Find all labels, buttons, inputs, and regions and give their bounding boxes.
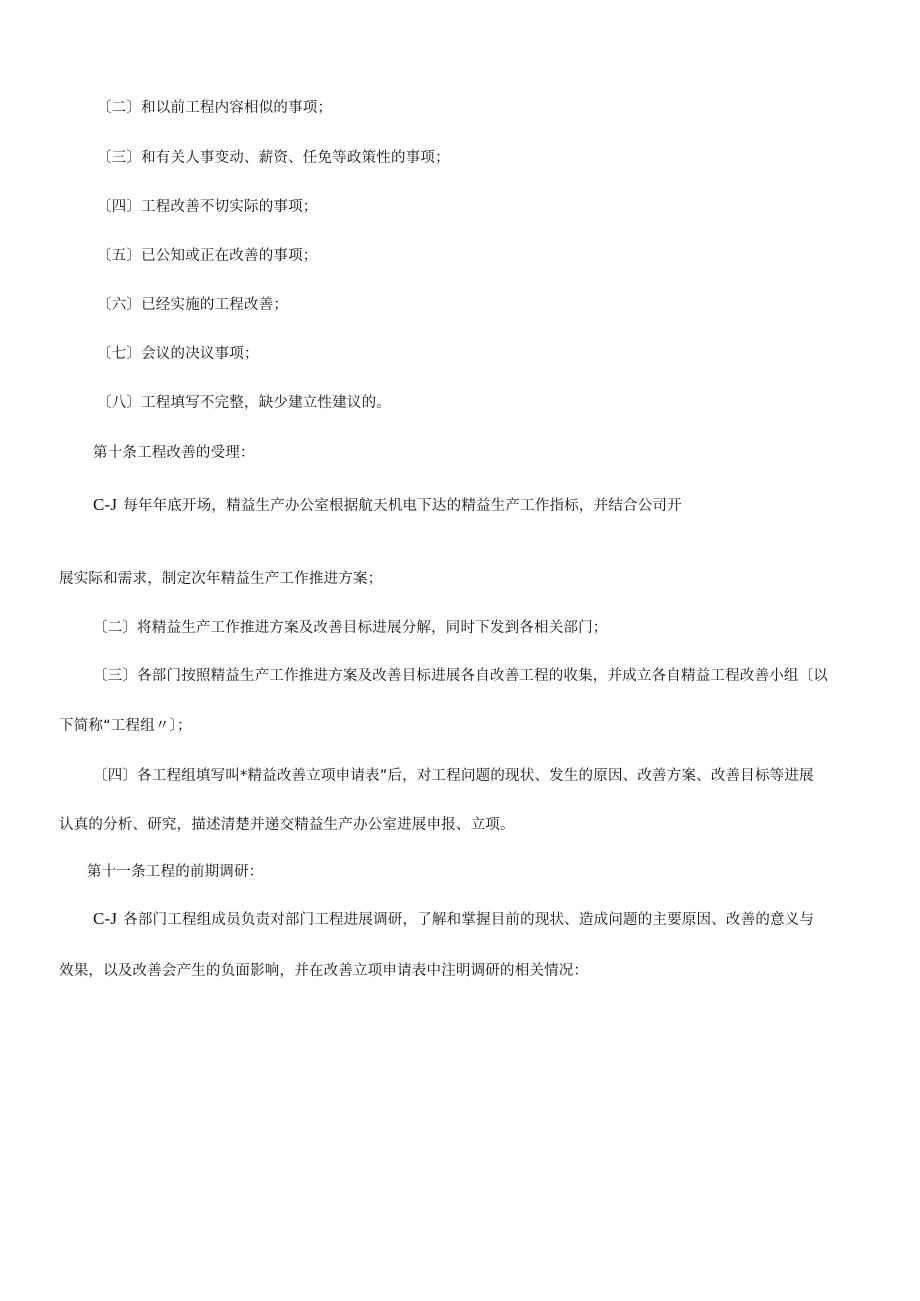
list-marker: C-J (93, 495, 118, 514)
article-11-item-1-continued: 效果，以及改善会产生的负面影响，并在改善立项申请表中注明调研的相关情况： (59, 963, 589, 979)
article-10-item-1-text: 每年年底开场，精益生产办公室根据航天机电下达的精益生产工作指标，并结合公司开 (123, 498, 682, 514)
article-11-heading: 第十一条工程的前期调研： (87, 864, 264, 880)
article-10-item-3-continued: 下简称“工程组〃〕； (59, 718, 192, 734)
article-10-item-2: 〔二〕将精益生产工作推进方案及改善目标进展分解，同时下发到各相关部门； (93, 620, 608, 636)
paragraph-item-2: 〔二〕和以前工程内容相似的事项； (97, 100, 333, 116)
paragraph-item-6: 〔六〕已经实施的工程改善； (97, 297, 289, 313)
paragraph-item-4: 〔四〕工程改善不切实际的事项； (97, 199, 318, 215)
paragraph-item-8: 〔八〕工程填写不完整，缺少建立性建议的。 (97, 395, 391, 411)
list-marker: C-J (93, 909, 118, 928)
article-10-item-4-continued: 认真的分析、研究，描述清楚并递交精益生产办公室进展申报、立项。 (59, 817, 515, 833)
article-10-item-1-continued: 展实际和需求，制定次年精益生产工作推进方案； (59, 571, 383, 587)
article-11-item-1 (93, 909, 814, 930)
paragraph-item-5: 〔五〕已公知或正在改善的事项； (97, 248, 318, 264)
article-11-item-1-text: 各部门工程组成员负责对部门工程进展调研，了解和掌握目前的现状、造成问题的主要原因、改善的意义与 (123, 912, 815, 928)
article-10-heading: 第十条工程改善的受理： (93, 445, 255, 461)
paragraph-item-3: 〔三〕和有关人事变动、薪资、任免等政策性的事项； (97, 150, 450, 166)
paragraph-item-7: 〔七〕会议的决议事项； (97, 346, 259, 362)
article-10-item-1 (93, 495, 682, 516)
article-10-item-3: 〔三〕各部门按照精益生产工作推进方案及改善目标进展各自改善工程的收集，并成立各自精益工程改善小组〔以 (93, 668, 828, 684)
article-10-item-4: 〔四〕各工程组填写叫*精益改善立项申请表”后，对工程问题的现状、发生的原因、改善方案、改善目标等进展 (93, 768, 814, 784)
